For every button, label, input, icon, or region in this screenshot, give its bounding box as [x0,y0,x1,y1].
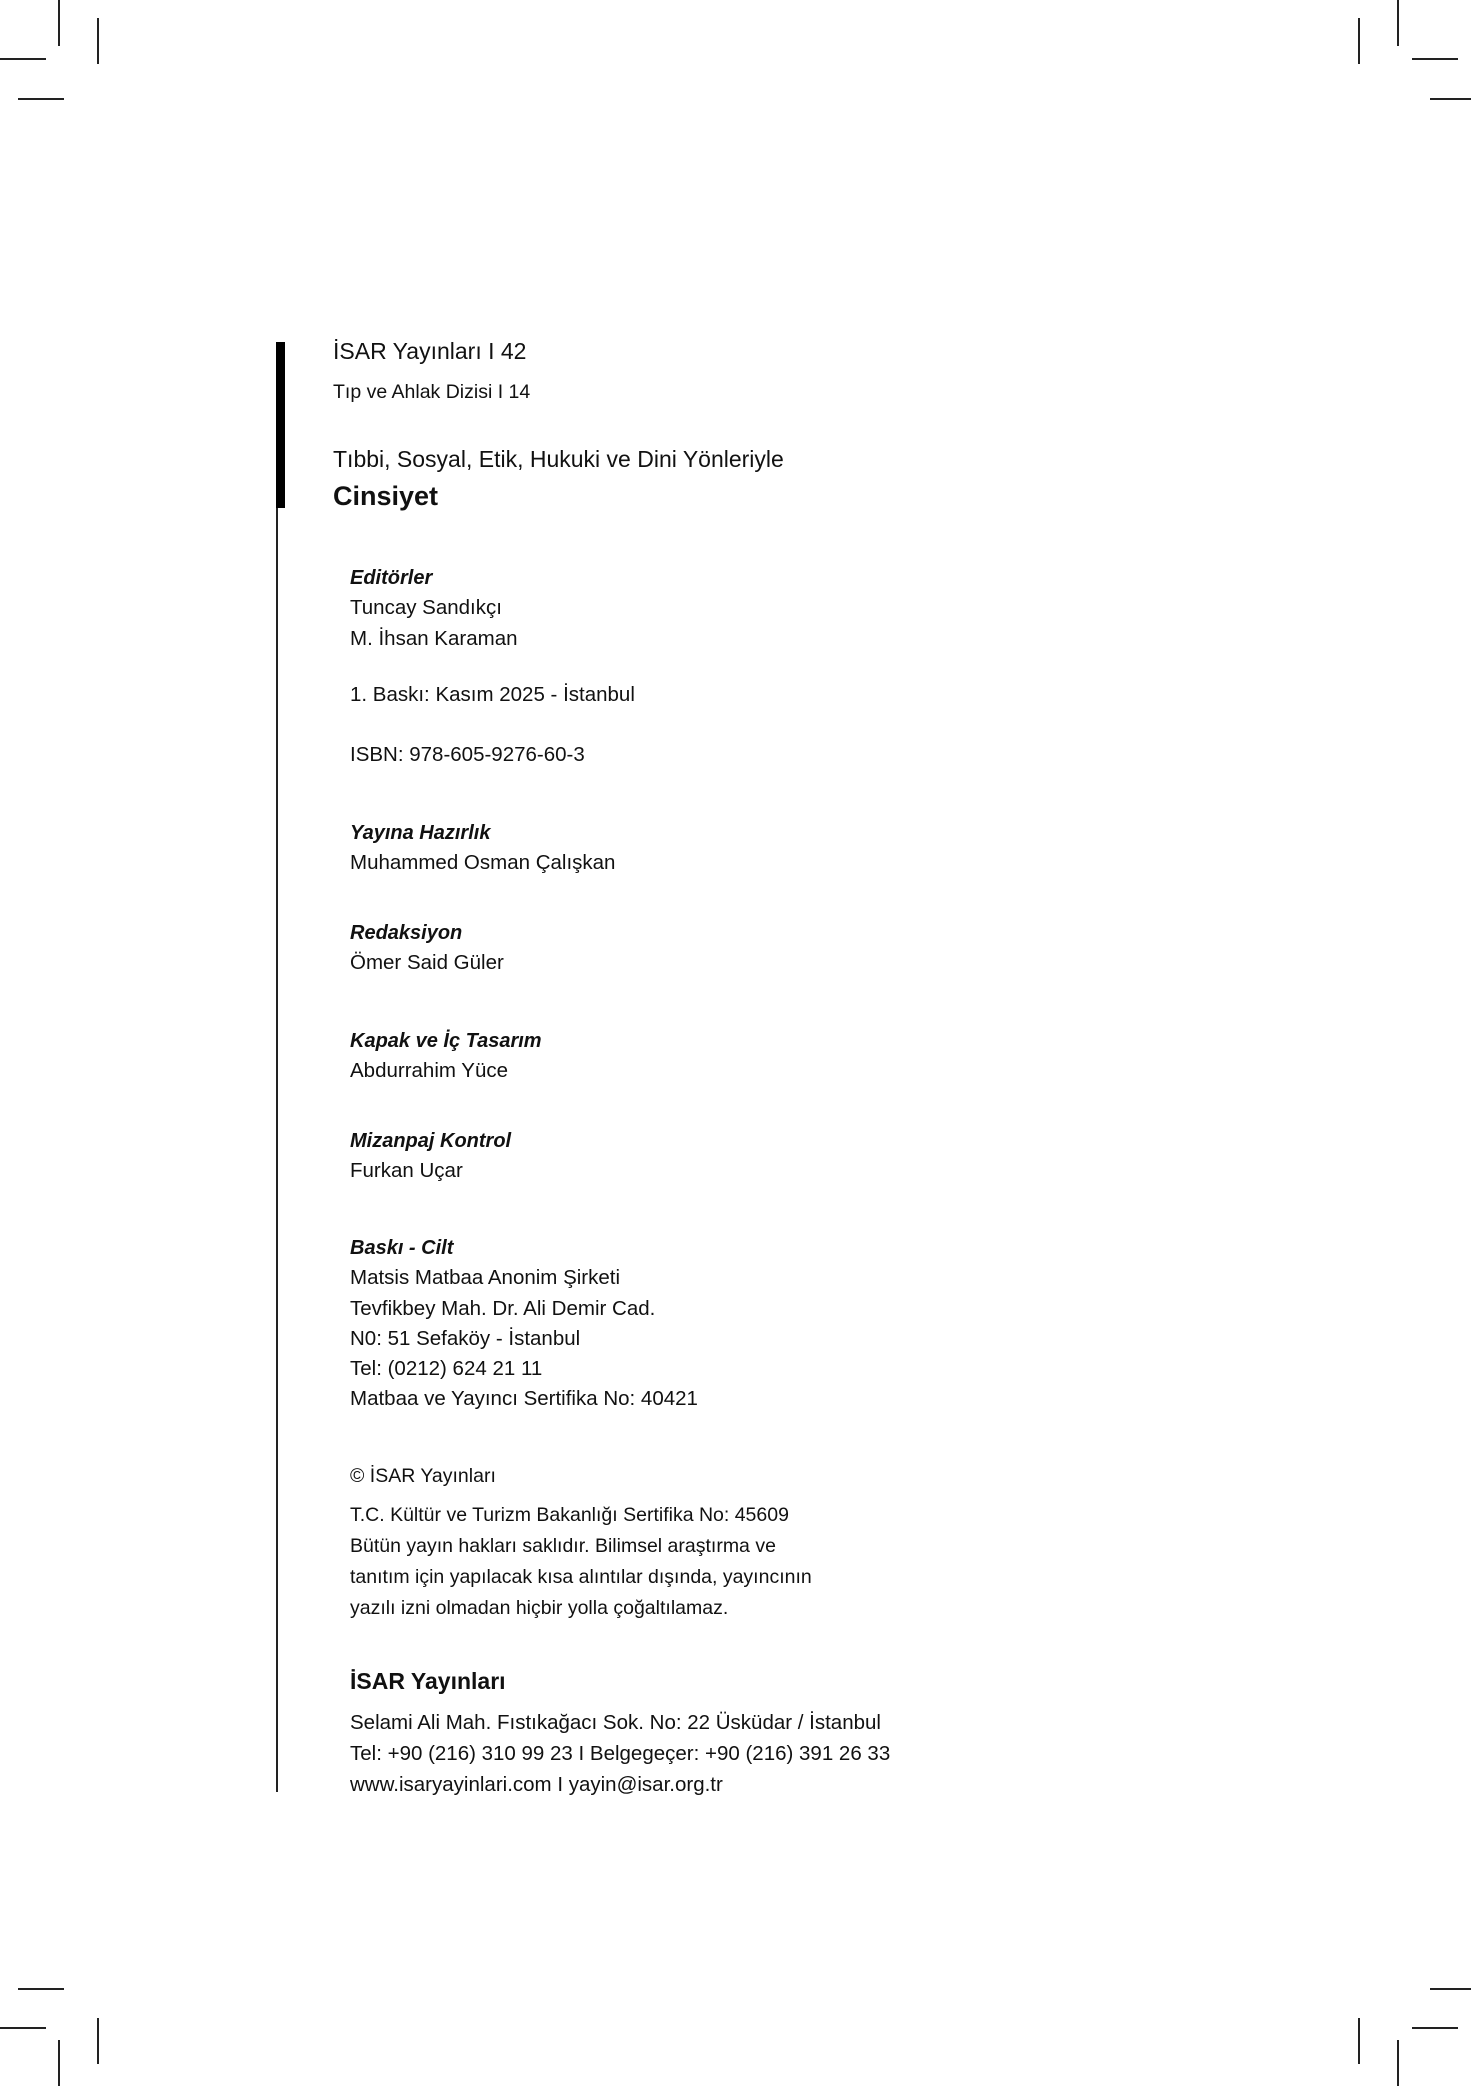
crop-mark [1412,58,1458,60]
redaction-block [350,918,504,979]
layout-control-name: Furkan Uçar [350,1159,463,1183]
printing-line: Tel: (0212) 624 21 11 [350,1357,543,1381]
editor-name: Tuncay Sandıkçı [350,596,502,620]
crop-mark [58,2040,60,2086]
edition-info: 1. Baskı: Kasım 2025 - İstanbul [350,683,635,706]
publisher-contact [350,1707,890,1800]
publisher-name: İSAR Yayınları [350,1668,506,1694]
preparation-name: Muhammed Osman Çalışkan [350,851,616,875]
crop-mark [1397,0,1399,46]
printing-line: Tevfikbey Mah. Dr. Ali Demir Cad. [350,1296,656,1320]
certificate-line: T.C. Kültür ve Turizm Bakanlığı Sertifika No: 45609 [350,1504,789,1526]
crop-mark [18,98,64,100]
layout-control-label: Mizanpaj Kontrol [350,1130,512,1152]
publisher-phone: Tel: +90 (216) 310 99 23 I Belgegeçer: +90 (216) 391 26 33 [350,1742,891,1765]
publisher-address: Selami Ali Mah. Fıstıkağacı Sok. No: 22 Üsküdar / İstanbul [350,1711,881,1734]
redaction-name: Ömer Said Güler [350,951,504,975]
design-block [350,1026,542,1087]
preparation-block [350,818,615,879]
rights-line: yazılı izni olmadan hiçbir yolla çoğaltılamaz. [350,1597,729,1619]
book-title: Cinsiyet [333,481,439,511]
printing-label: Baskı - Cilt [350,1237,454,1259]
crop-mark [0,2027,46,2029]
margin-rule [276,508,278,1792]
preparation-label: Yayına Hazırlık [350,822,491,844]
accent-bar [276,342,285,508]
redaction-label: Redaksiyon [350,922,463,944]
book-subtitle: Tıbbi, Sosyal, Etik, Hukuki ve Dini Yönleriyle [333,446,784,472]
subseries-line: Tıp ve Ahlak Dizisi I 14 [333,381,531,403]
layout-control-block [350,1126,511,1187]
editors-block [350,563,518,654]
crop-mark [1430,1988,1471,1990]
crop-mark [0,58,46,60]
design-name: Abdurrahim Yüce [350,1059,509,1083]
printing-line: Matbaa ve Yayıncı Sertifika No: 40421 [350,1387,698,1411]
printing-line: N0: 51 Sefaköy - İstanbul [350,1326,581,1350]
publisher-web: www.isaryayinlari.com I yayin@isar.org.tr [350,1773,723,1796]
crop-mark [1397,2040,1399,2086]
isbn: ISBN: 978-605-9276-60-3 [350,743,585,766]
crop-mark [58,0,60,46]
printing-block [350,1233,698,1415]
crop-mark [1358,18,1360,64]
crop-mark [1430,98,1471,100]
crop-mark [1412,2027,1458,2029]
crop-mark [97,2018,99,2064]
copyright-notice [350,1500,812,1624]
editor-name: M. İhsan Karaman [350,626,518,650]
design-label: Kapak ve İç Tasarım [350,1030,542,1052]
rights-line: Bütün yayın hakları saklıdır. Bilimsel araştırma ve [350,1535,776,1557]
crop-mark [97,18,99,64]
rights-line: tanıtım için yapılacak kısa alıntılar dışında, yayıncının [350,1566,812,1588]
copyright-holder: © İSAR Yayınları [350,1465,496,1487]
series-line: İSAR Yayınları I 42 [333,338,527,364]
printing-line: Matsis Matbaa Anonim Şirketi [350,1266,621,1290]
crop-mark [18,1988,64,1990]
crop-mark [1358,2018,1360,2064]
editors-label: Editörler [350,567,433,589]
